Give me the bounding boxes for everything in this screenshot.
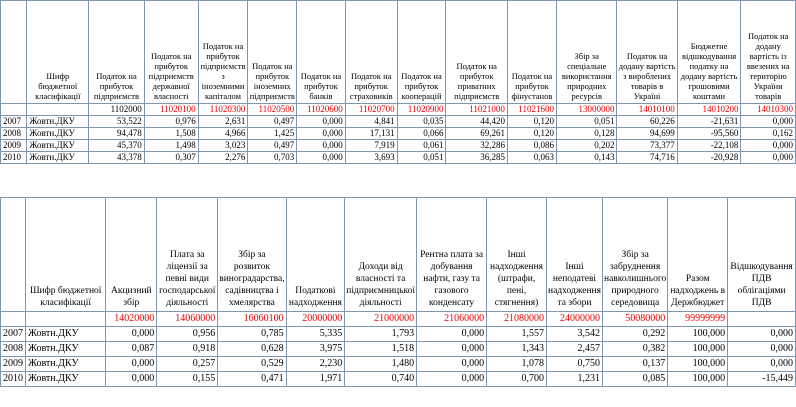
code-cell: 11020300 — [198, 104, 248, 116]
value-cell: 4,841 — [345, 116, 397, 128]
value-cell: 1,557 — [487, 327, 547, 342]
value-cell: 4,966 — [198, 128, 248, 140]
code-cell: 11020600 — [297, 104, 346, 116]
value-cell: 0,066 — [397, 128, 446, 140]
value-cell: 0,785 — [218, 327, 286, 342]
value-cell: 3,975 — [286, 342, 345, 357]
code-cell: 13000000 — [556, 104, 617, 116]
value-cell: 0,382 — [603, 342, 668, 357]
header-col: Разом надходжень в Держбюджет — [668, 198, 728, 312]
value-cell: 0,137 — [603, 357, 668, 372]
value-cell: 0,155 — [157, 372, 218, 387]
value-cell: 2,230 — [286, 357, 345, 372]
value-cell: 17,131 — [345, 128, 397, 140]
header-col: Податок на прибуток кооперацій — [397, 1, 446, 104]
header-col: Податок на додану вартість з вироблених товарів в Україні — [617, 1, 677, 104]
value-cell: 0,000 — [297, 140, 346, 152]
value-cell: 0,000 — [106, 357, 157, 372]
org-cell: Жовтн.ДКУ — [27, 140, 89, 152]
corner-cell — [1, 198, 26, 312]
value-cell: 0,292 — [603, 327, 668, 342]
header-col: Податок на додану вартість із ввезених на територію України товарів — [741, 1, 796, 104]
value-cell: 0,976 — [144, 116, 198, 128]
code-cell: 11020100 — [144, 104, 198, 116]
table-row — [1, 152, 796, 164]
header-budget-code: Шифр бюджетної класифікації — [27, 1, 89, 104]
value-cell: 0,000 — [741, 116, 796, 128]
value-cell: 0,740 — [345, 372, 417, 387]
value-cell: 100,000 — [668, 342, 728, 357]
header-col: Податок на прибуток іноземних підприємств — [248, 1, 297, 104]
code-cell: 14020000 — [106, 312, 157, 327]
header-row — [1, 1, 796, 104]
year-cell: 2008 — [1, 342, 26, 357]
value-cell: 0,086 — [507, 140, 556, 152]
value-cell: 0,307 — [144, 152, 198, 164]
value-cell: 0,529 — [218, 357, 286, 372]
header-col: Податок на прибуток підприємств з іноземними капіталом — [198, 1, 248, 104]
value-cell: 0,703 — [248, 152, 297, 164]
value-cell: 0,000 — [297, 128, 346, 140]
value-cell: 100,000 — [668, 372, 728, 387]
table-row — [1, 357, 796, 372]
table-row — [1, 140, 796, 152]
value-cell: 43,378 — [89, 152, 145, 164]
value-cell: 53,522 — [89, 116, 145, 128]
code-cell: 14010200 — [677, 104, 741, 116]
value-cell: 0,000 — [741, 152, 796, 164]
header-col: Рентна плата за добування нафти, газу та газового конденсату — [417, 198, 487, 312]
value-cell: 0,918 — [157, 342, 218, 357]
code-row — [1, 104, 796, 116]
value-cell: 0,000 — [728, 357, 796, 372]
year-cell: 2010 — [1, 152, 27, 164]
value-cell: 0,063 — [507, 152, 556, 164]
value-cell: 69,261 — [446, 128, 507, 140]
value-cell: 74,716 — [617, 152, 677, 164]
value-cell: 0,956 — [157, 327, 218, 342]
org-cell: Жовтн.ДКУ — [26, 327, 106, 342]
year-cell: 2007 — [1, 327, 26, 342]
value-cell: 1,231 — [546, 372, 602, 387]
org-cell: Жовтн.ДКУ — [26, 342, 106, 357]
value-cell: 36,285 — [446, 152, 507, 164]
org-cell: Жовтн.ДКУ — [27, 128, 89, 140]
value-cell: 0,497 — [248, 116, 297, 128]
code-cell: 14010100 — [617, 104, 677, 116]
value-cell: 0,000 — [297, 116, 346, 128]
value-cell: 0,000 — [417, 342, 487, 357]
table-row — [1, 116, 796, 128]
header-col: Доходи від власності та підприємницької діяльності — [345, 198, 417, 312]
org-cell: Жовтн.ДКУ — [27, 152, 89, 164]
value-cell: 0,085 — [603, 372, 668, 387]
value-cell: 0,051 — [397, 152, 446, 164]
header-col: Інші неподатеві надходження та збори — [546, 198, 602, 312]
value-cell: 0,051 — [556, 116, 617, 128]
value-cell: 73,377 — [617, 140, 677, 152]
value-cell: 1,518 — [345, 342, 417, 357]
code-cell: 21060000 — [417, 312, 487, 327]
year-cell: 2009 — [1, 357, 26, 372]
code-cell: 50080000 — [603, 312, 668, 327]
value-cell: 100,000 — [668, 327, 728, 342]
value-cell: 0,000 — [106, 327, 157, 342]
value-cell: 0,143 — [556, 152, 617, 164]
value-cell: 7,919 — [345, 140, 397, 152]
value-cell: 1,508 — [144, 128, 198, 140]
value-cell: 0,628 — [218, 342, 286, 357]
header-col: Податкові надходження — [286, 198, 345, 312]
value-cell: 0,000 — [417, 327, 487, 342]
value-cell: 3,542 — [546, 327, 602, 342]
corner-cell — [1, 1, 27, 104]
code-cell: 20000000 — [286, 312, 345, 327]
value-cell: 1,480 — [345, 357, 417, 372]
header-col: Податок на прибуток страховиків — [345, 1, 397, 104]
header-col: Податок на прибуток приватних підприємств — [446, 1, 507, 104]
value-cell: 45,370 — [89, 140, 145, 152]
value-cell: 0,471 — [218, 372, 286, 387]
value-cell: 1,343 — [487, 342, 547, 357]
header-col: Збір за забруднення навколишнього природного середовища — [603, 198, 668, 312]
value-cell: 0,162 — [741, 128, 796, 140]
table-row — [1, 372, 796, 387]
value-cell: 0,750 — [546, 357, 602, 372]
value-cell: 0,700 — [487, 372, 547, 387]
value-cell: 1,078 — [487, 357, 547, 372]
value-cell: 0,257 — [157, 357, 218, 372]
code-cell: 16060100 — [218, 312, 286, 327]
value-cell: 3,693 — [345, 152, 397, 164]
value-cell: 0,000 — [297, 152, 346, 164]
value-cell: 2,276 — [198, 152, 248, 164]
value-cell: 3,023 — [198, 140, 248, 152]
code-cell: 11021000 — [446, 104, 507, 116]
header-col: Відшкодування ПДВ облігаціями ПДВ — [728, 198, 796, 312]
code-cell: 99999999 — [668, 312, 728, 327]
value-cell: 0,087 — [106, 342, 157, 357]
header-budget-code: Шифр бюджетної класифікації — [26, 198, 106, 312]
value-cell: 94,478 — [89, 128, 145, 140]
code-row — [1, 312, 796, 327]
value-cell: 32,286 — [446, 140, 507, 152]
code-cell: 21080000 — [487, 312, 547, 327]
code-cell: 11021600 — [507, 104, 556, 116]
org-cell: Жовтн.ДКУ — [26, 357, 106, 372]
header-col: Податок на прибуток фінустанов — [507, 1, 556, 104]
code-cell: 21000000 — [345, 312, 417, 327]
value-cell: 100,000 — [668, 357, 728, 372]
value-cell: 94,699 — [617, 128, 677, 140]
header-col: Податок на прибуток підприємств державної власності — [144, 1, 198, 104]
value-cell: 0,000 — [728, 342, 796, 357]
org-cell: Жовтн.ДКУ — [27, 116, 89, 128]
empty-cell — [1, 104, 27, 116]
header-col: Плата за ліцензії за певні види господарської діяльності — [157, 198, 218, 312]
value-cell: 1,425 — [248, 128, 297, 140]
value-cell: 0,035 — [397, 116, 446, 128]
year-cell: 2008 — [1, 128, 27, 140]
value-cell: 60,226 — [617, 116, 677, 128]
value-cell: -20,928 — [677, 152, 741, 164]
table-row — [1, 128, 796, 140]
header-col: Податок на прибуток підприємств — [89, 1, 145, 104]
code-cell: 14060000 — [157, 312, 218, 327]
value-cell: 5,335 — [286, 327, 345, 342]
value-cell: 0,128 — [556, 128, 617, 140]
header-col: Інші надходження (штрафи, пені, стягнення) — [487, 198, 547, 312]
value-cell: 1,498 — [144, 140, 198, 152]
value-cell: 0,000 — [106, 372, 157, 387]
value-cell: 0,497 — [248, 140, 297, 152]
header-col: Податок на прибуток банків — [297, 1, 346, 104]
header-col: Бюджетне відшкодування податку на додану вартість грошовими коштами — [677, 1, 741, 104]
header-col: Акцизний збір — [106, 198, 157, 312]
value-cell: -22,108 — [677, 140, 741, 152]
value-cell: 0,000 — [417, 357, 487, 372]
empty-cell — [27, 104, 89, 116]
tax-table-top — [0, 0, 796, 164]
value-cell: 0,000 — [417, 372, 487, 387]
year-cell: 2007 — [1, 116, 27, 128]
value-cell: 2,457 — [546, 342, 602, 357]
table-row — [1, 342, 796, 357]
value-cell: 0,000 — [741, 140, 796, 152]
tax-table-bottom — [0, 197, 796, 387]
year-cell: 2009 — [1, 140, 27, 152]
value-cell: 0,000 — [728, 327, 796, 342]
code-cell: 11020700 — [345, 104, 397, 116]
empty-cell — [1, 312, 26, 327]
header-col: Збір за спеціальне використання природних ресурсів — [556, 1, 617, 104]
value-cell: 0,120 — [507, 128, 556, 140]
code-cell: 14010300 — [741, 104, 796, 116]
value-cell: 2,631 — [198, 116, 248, 128]
value-cell: 44,420 — [446, 116, 507, 128]
value-cell: 0,061 — [397, 140, 446, 152]
value-cell: 0,202 — [556, 140, 617, 152]
value-cell: 0,120 — [507, 116, 556, 128]
value-cell: -15,449 — [728, 372, 796, 387]
header-row — [1, 198, 796, 312]
code-cell: 11020900 — [397, 104, 446, 116]
year-cell: 2010 — [1, 372, 26, 387]
code-cell: 11020500 — [248, 104, 297, 116]
org-cell: Жовтн.ДКУ — [26, 372, 106, 387]
value-cell: -21,631 — [677, 116, 741, 128]
header-col: Збір за розвиток виноградарства, садівництва і хмелярства — [218, 198, 286, 312]
value-cell: 1,793 — [345, 327, 417, 342]
empty-cell — [26, 312, 106, 327]
table-row — [1, 327, 796, 342]
value-cell: 1,971 — [286, 372, 345, 387]
code-cell: 1102000 — [89, 104, 145, 116]
empty-cell — [728, 312, 796, 327]
code-cell: 24000000 — [546, 312, 602, 327]
value-cell: -95,560 — [677, 128, 741, 140]
